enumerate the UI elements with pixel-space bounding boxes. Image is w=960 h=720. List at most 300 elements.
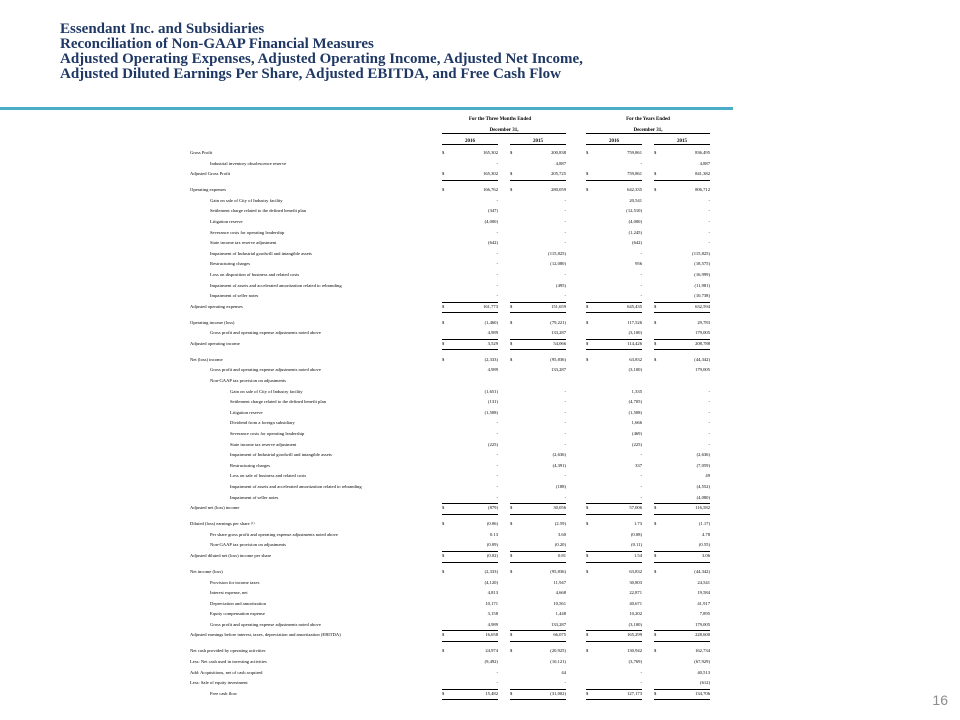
value-cell: - <box>496 473 498 479</box>
value-cell: - <box>640 473 642 479</box>
row-label: Less: Sale of equity investment <box>190 680 248 686</box>
value-cell: (1.17) <box>698 521 710 527</box>
value-cell: 44 <box>561 669 566 675</box>
value-cell: - <box>496 420 498 426</box>
row-label: Loss on disposition of business and related costs <box>210 271 300 277</box>
row-label: Adjusted operating expenses <box>190 303 243 309</box>
value-cell: (0.55) <box>654 540 710 552</box>
value-cell: (1,245) <box>628 229 642 235</box>
value-cell: 20,541 <box>629 197 642 203</box>
dollar-sign: $ <box>442 303 445 309</box>
value-cell: 1.73 <box>633 521 642 527</box>
dollar-sign: $ <box>510 521 513 527</box>
value-cell: 161,773 <box>442 302 498 314</box>
table-row <box>190 429 710 440</box>
table-row <box>190 588 710 599</box>
value-cell: 19,584 <box>697 590 710 596</box>
value-cell: 208,788 <box>654 339 710 351</box>
row-label: Dividend from a foreign subsidiary <box>230 420 295 426</box>
value-cell: 165,302 <box>483 150 498 155</box>
row-label: Free cash flow <box>210 690 238 696</box>
dollar-sign: $ <box>586 150 589 155</box>
report-subtitle-1: Adjusted Operating Expenses, Adjusted Operating Income, Adjusted Net Income, <box>60 51 583 67</box>
value-cell: - <box>564 420 566 426</box>
dollar-sign: $ <box>442 505 445 511</box>
value-cell: - <box>496 197 498 203</box>
table-row <box>190 471 710 482</box>
dollar-sign: $ <box>654 648 657 654</box>
row-label: Depreciation and amortization <box>210 600 266 606</box>
dollar-sign: $ <box>510 690 513 696</box>
dollar-sign: $ <box>510 303 513 309</box>
row-label: Litigation reserve <box>210 218 243 224</box>
row-label: Net (loss) income <box>190 356 223 362</box>
value-cell: - <box>640 282 642 288</box>
table-row <box>190 418 710 429</box>
table-row <box>190 609 710 620</box>
dollar-sign: $ <box>442 187 445 193</box>
row-label: Net income (loss) <box>190 568 223 574</box>
value-cell: 4,989 <box>487 367 498 373</box>
value-cell: (469) <box>632 431 642 437</box>
value-cell: (495) <box>556 282 566 288</box>
value-cell: - <box>640 483 642 489</box>
value-cell: 130,942 <box>627 648 642 654</box>
report-subtitle-2: Adjusted Diluted Earnings Per Share, Adjusted EBITDA, and Free Cash Flow <box>60 66 561 82</box>
value-cell: 4,813 <box>487 590 498 596</box>
value-cell: - <box>708 431 710 437</box>
dollar-sign: $ <box>510 187 513 193</box>
row-label: Adjusted diluted net (loss) income per share <box>190 552 272 558</box>
dollar-sign: $ <box>586 171 589 177</box>
value-cell: 4,989 <box>442 620 498 632</box>
value-cell: 11,947 <box>553 579 566 585</box>
value-cell: 57,006 <box>586 503 642 515</box>
value-cell: - <box>564 399 566 405</box>
header-row-date <box>190 126 690 137</box>
row-label: Non-GAAP tax provision on adjustments <box>210 542 286 548</box>
value-cell: (10,738) <box>654 291 710 303</box>
value-cell: (188) <box>556 483 566 489</box>
value-cell: 29,783 <box>697 319 710 325</box>
value-cell: - <box>496 452 498 458</box>
value-cell: (44,342) <box>694 568 710 574</box>
table-row <box>190 408 710 419</box>
table-row <box>190 217 710 228</box>
table-row <box>190 339 710 350</box>
value-cell: 7,895 <box>699 611 710 617</box>
row-label: Restructuring charges <box>230 462 271 468</box>
value-cell: (3,769) <box>628 659 642 665</box>
report-title: Reconciliation of Non-GAAP Financial Measures <box>60 36 374 52</box>
header-year: 2016 <box>442 139 498 145</box>
header-three-months: For the Three Months Ended <box>468 117 532 122</box>
value-cell: 40,513 <box>697 669 710 675</box>
value-cell: - <box>496 160 498 166</box>
value-cell: 24,541 <box>697 579 710 585</box>
value-cell: 3,158 <box>487 611 498 617</box>
value-cell: 133,287 <box>551 367 566 373</box>
value-cell: 127,173 <box>586 689 642 701</box>
row-label: Diluted (loss) earnings per share <box>190 521 250 527</box>
value-cell: (347) <box>488 208 498 214</box>
value-cell: 41,917 <box>697 600 710 606</box>
dollar-sign: $ <box>442 568 445 574</box>
value-cell: 40,671 <box>629 600 642 606</box>
dollar-sign: $ <box>510 632 513 638</box>
table-row <box>190 302 710 313</box>
value-cell: (4,552) <box>696 483 710 489</box>
value-cell: 759,861 <box>586 169 642 181</box>
value-cell: (79,221) <box>550 319 566 325</box>
table-row <box>190 159 710 170</box>
value-cell: - <box>564 473 566 479</box>
row-label: Less: Net cash used in investing activities <box>190 659 267 665</box>
value-cell: - <box>564 218 566 224</box>
value-cell: (10,121) <box>550 659 566 665</box>
table-row <box>190 228 710 239</box>
row-label: Gain on sale of City of Industry facility <box>210 197 283 203</box>
value-cell: 759,861 <box>627 150 642 155</box>
value-cell: (4,000) <box>484 218 498 224</box>
dollar-sign: $ <box>654 303 657 309</box>
value-cell: (4,080) <box>654 493 710 505</box>
value-cell: 645,435 <box>586 302 642 314</box>
dollar-sign: $ <box>442 552 445 558</box>
dollar-sign: $ <box>510 505 513 511</box>
value-cell: 280,059 <box>551 187 566 193</box>
table-row <box>190 503 710 514</box>
dollar-sign: $ <box>654 319 657 325</box>
dollar-sign: $ <box>442 690 445 696</box>
dollar-sign: $ <box>510 356 513 362</box>
title-block <box>60 22 740 82</box>
table-row <box>190 540 710 551</box>
title-divider <box>0 107 733 110</box>
row-label: Gross profit and operating expense adjustments noted above <box>210 367 321 373</box>
table-row <box>190 270 710 281</box>
value-cell: (879) <box>442 503 498 515</box>
company-title: Essendant Inc. and Subsidiaries <box>60 21 265 37</box>
value-cell: (9,492) <box>484 659 498 665</box>
table-row <box>190 461 710 472</box>
dollar-sign: $ <box>654 690 657 696</box>
value-cell: (4,705) <box>628 399 642 405</box>
value-cell: - <box>708 218 710 224</box>
table-row <box>190 630 710 641</box>
value-cell: (16,999) <box>694 271 710 277</box>
value-cell: (18,575) <box>694 261 710 267</box>
value-cell: 133,287 <box>510 620 566 632</box>
value-cell: - <box>586 678 642 690</box>
value-cell: 1,666 <box>631 420 642 426</box>
reconciliation-table <box>190 115 710 699</box>
value-cell: - <box>708 229 710 235</box>
header-date-three-months: December 31, <box>442 128 566 134</box>
row-label: Gross profit and operating expense adjustments noted above <box>210 621 321 627</box>
value-cell: - <box>496 229 498 235</box>
table-row <box>190 450 710 461</box>
table-row <box>190 519 710 530</box>
value-cell: (1,508) <box>628 409 642 415</box>
value-cell: (2,333) <box>484 568 498 574</box>
value-cell: (115,825) <box>548 250 566 256</box>
value-cell: (3,100) <box>586 328 642 340</box>
value-cell: 3.60 <box>557 531 566 537</box>
value-cell: - <box>586 291 642 303</box>
table-row <box>190 376 690 387</box>
table-row <box>190 599 710 610</box>
value-cell: - <box>586 493 642 505</box>
value-cell: (67,929) <box>694 659 710 665</box>
value-cell: - <box>640 452 642 458</box>
value-cell: (131) <box>488 399 498 405</box>
value-cell: (612) <box>654 678 710 690</box>
value-cell: (0.11) <box>586 540 642 552</box>
row-label: State income tax reserve adjustment <box>230 441 297 447</box>
value-cell: - <box>496 282 498 288</box>
table-row <box>190 657 710 668</box>
dollar-sign: $ <box>654 521 657 527</box>
value-cell: - <box>496 271 498 277</box>
value-cell: (31,002) <box>510 689 566 701</box>
value-cell: 642,335 <box>627 187 642 193</box>
value-cell: 117,526 <box>627 319 642 325</box>
row-label: Per share gross profit and operating expense adjustments noted above <box>210 531 338 537</box>
table-row <box>190 493 710 504</box>
value-cell: (44,342) <box>694 356 710 362</box>
value-cell: - <box>564 441 566 447</box>
header-year: 2016 <box>586 139 642 145</box>
value-cell: (0.06) <box>486 521 498 527</box>
value-cell: (12,080) <box>550 261 566 267</box>
value-cell: 49 <box>705 473 710 479</box>
value-cell: 15,482 <box>442 689 498 701</box>
row-label: Impairment of assets and accelerated amortization related to rebranding <box>230 483 362 489</box>
value-cell: (4,000) <box>628 218 642 224</box>
row-label: Restructuring charges <box>210 261 251 267</box>
value-cell: - <box>708 388 710 394</box>
value-cell: (4,120) <box>484 579 498 585</box>
value-cell: (225) <box>632 441 642 447</box>
table-row <box>190 578 710 589</box>
table-row <box>190 482 710 493</box>
dollar-sign: $ <box>654 340 657 346</box>
row-label: Impairment of Industrial goodwill and intangible assets <box>210 250 312 256</box>
table-row <box>190 169 710 180</box>
value-cell: (7,059) <box>696 462 710 468</box>
value-cell: (95,836) <box>550 356 566 362</box>
value-cell: 63,832 <box>629 568 642 574</box>
table-row <box>190 318 710 329</box>
row-label: Settlement charge related to the defined benefit plan <box>210 208 306 214</box>
dollar-sign: $ <box>654 505 657 511</box>
value-cell: 63,832 <box>629 356 642 362</box>
value-cell: - <box>496 250 498 256</box>
value-cell: 1,448 <box>555 611 566 617</box>
dollar-sign: $ <box>586 356 589 362</box>
table-row <box>190 620 710 631</box>
dollar-sign: $ <box>442 171 445 177</box>
row-label: Interest expense, net <box>210 590 248 596</box>
row-label: Adjusted Gross Profit <box>190 171 231 177</box>
dollar-sign: $ <box>654 568 657 574</box>
value-cell: 179,005 <box>695 367 710 373</box>
value-cell: - <box>510 493 566 505</box>
value-cell: 841,382 <box>654 169 710 181</box>
value-cell: (642) <box>488 240 498 246</box>
value-cell: - <box>442 678 498 690</box>
row-label: Impairment of assets and accelerated amortization related to rebranding <box>210 282 342 288</box>
value-cell: - <box>640 250 642 256</box>
value-cell: 4,887 <box>699 160 710 166</box>
value-cell: 3,529 <box>442 339 498 351</box>
table-row <box>190 397 710 408</box>
value-cell: 4.78 <box>701 531 710 537</box>
value-cell: (2,636) <box>552 452 566 458</box>
value-cell: 956 <box>635 261 642 267</box>
row-label: Impairment of seller notes <box>230 494 279 500</box>
header-year: 2015 <box>510 139 566 145</box>
dollar-sign: $ <box>586 690 589 696</box>
dollar-sign: $ <box>654 187 657 193</box>
value-cell: - <box>496 261 498 267</box>
value-cell: 179,005 <box>654 328 710 340</box>
value-cell: (1,651) <box>484 388 498 394</box>
value-cell: 1,335 <box>631 388 642 394</box>
value-cell: 162,734 <box>695 648 710 654</box>
footnote-marker: (1) <box>251 521 255 526</box>
table-row <box>190 440 710 451</box>
table-row <box>190 238 710 249</box>
value-cell: 66,075 <box>510 630 566 642</box>
value-cell: 0.13 <box>489 531 498 537</box>
value-cell: - <box>708 420 710 426</box>
table-row <box>190 355 710 366</box>
dollar-sign: $ <box>586 552 589 558</box>
value-cell: 4,989 <box>442 328 498 340</box>
dollar-sign: $ <box>654 356 657 362</box>
row-label: Gross profit and operating expense adjustments noted above <box>210 330 321 336</box>
value-cell: - <box>708 197 710 203</box>
value-cell: (642) <box>632 240 642 246</box>
value-cell: 24,974 <box>485 648 498 654</box>
value-cell: 228,600 <box>654 630 710 642</box>
dollar-sign: $ <box>510 552 513 558</box>
value-cell: - <box>496 669 498 675</box>
row-label: Gross Profit <box>190 150 213 155</box>
value-cell: - <box>564 229 566 235</box>
value-cell: 165,302 <box>442 169 498 181</box>
value-cell: - <box>708 441 710 447</box>
dollar-sign: $ <box>654 632 657 638</box>
value-cell: - <box>510 291 566 303</box>
value-cell: - <box>708 409 710 415</box>
table-row <box>190 206 710 217</box>
row-label: Non-GAAP tax provision on adjustments <box>210 378 286 384</box>
dollar-sign: $ <box>442 356 445 362</box>
value-cell: (225) <box>488 441 498 447</box>
table-row <box>190 249 710 260</box>
row-label: State income tax reserve adjustment <box>210 240 277 246</box>
dollar-sign: $ <box>654 552 657 558</box>
value-cell: - <box>564 197 566 203</box>
row-label: Add: Acquisitions, net of cash acquired <box>190 669 263 675</box>
value-cell: - <box>564 388 566 394</box>
dollar-sign: $ <box>510 171 513 177</box>
dollar-sign: $ <box>510 150 513 155</box>
row-label: Operating expenses <box>190 187 227 193</box>
dollar-sign: $ <box>586 505 589 511</box>
row-label: Litigation reserve <box>230 409 263 415</box>
table-row <box>190 689 710 700</box>
row-label: Equity compensation expense <box>210 611 265 617</box>
value-cell: - <box>564 208 566 214</box>
dollar-sign: $ <box>442 648 445 654</box>
table-body <box>190 148 710 699</box>
value-cell: 632,594 <box>654 302 710 314</box>
table-row <box>190 148 710 159</box>
value-cell: (0.02) <box>442 551 498 563</box>
value-cell: 166,762 <box>483 187 498 193</box>
value-cell: 337 <box>635 462 642 468</box>
table-row <box>190 668 710 679</box>
table-row <box>190 530 710 541</box>
value-cell: - <box>564 409 566 415</box>
value-cell: (12,510) <box>626 208 642 214</box>
value-cell: (95,836) <box>550 568 566 574</box>
row-label: Adjusted net (loss) income <box>190 505 240 511</box>
row-label: Impairment of seller notes <box>210 293 259 299</box>
value-cell: 4,887 <box>555 160 566 166</box>
dollar-sign: $ <box>586 521 589 527</box>
value-cell: (1,460) <box>484 319 498 325</box>
value-cell: - <box>442 493 498 505</box>
value-cell: (4,391) <box>552 462 566 468</box>
row-label: Net cash provided by operating activities <box>190 648 266 654</box>
dollar-sign: $ <box>654 150 657 155</box>
dollar-sign: $ <box>586 319 589 325</box>
value-cell: (11,981) <box>694 282 710 288</box>
row-label: Loss on sale of business and related costs <box>230 473 307 479</box>
table-row <box>190 259 710 270</box>
value-cell: - <box>564 431 566 437</box>
dollar-sign: $ <box>442 521 445 527</box>
value-cell: - <box>564 240 566 246</box>
table-row <box>190 646 710 657</box>
value-cell: (115,825) <box>692 250 710 256</box>
dollar-sign: $ <box>586 648 589 654</box>
value-cell: 0.81 <box>510 551 566 563</box>
dollar-sign: $ <box>586 568 589 574</box>
value-cell: - <box>496 462 498 468</box>
row-label: Adjusted operating income <box>190 340 240 346</box>
table-row <box>190 328 710 339</box>
value-cell: (1,508) <box>484 409 498 415</box>
row-label: Industrial inventory obsolescence reserve <box>210 160 287 166</box>
value-cell: 10,202 <box>629 611 642 617</box>
value-cell: 10,171 <box>485 600 498 606</box>
row-label: Severance costs for operating leadership <box>210 229 285 235</box>
table-row <box>190 567 710 578</box>
row-label: Operating income (loss) <box>190 319 235 325</box>
value-cell: - <box>496 431 498 437</box>
dollar-sign: $ <box>442 150 445 155</box>
table-row <box>190 551 710 562</box>
value-cell: 30,056 <box>510 503 566 515</box>
value-cell: - <box>442 291 498 303</box>
value-cell: (20,925) <box>550 648 566 654</box>
